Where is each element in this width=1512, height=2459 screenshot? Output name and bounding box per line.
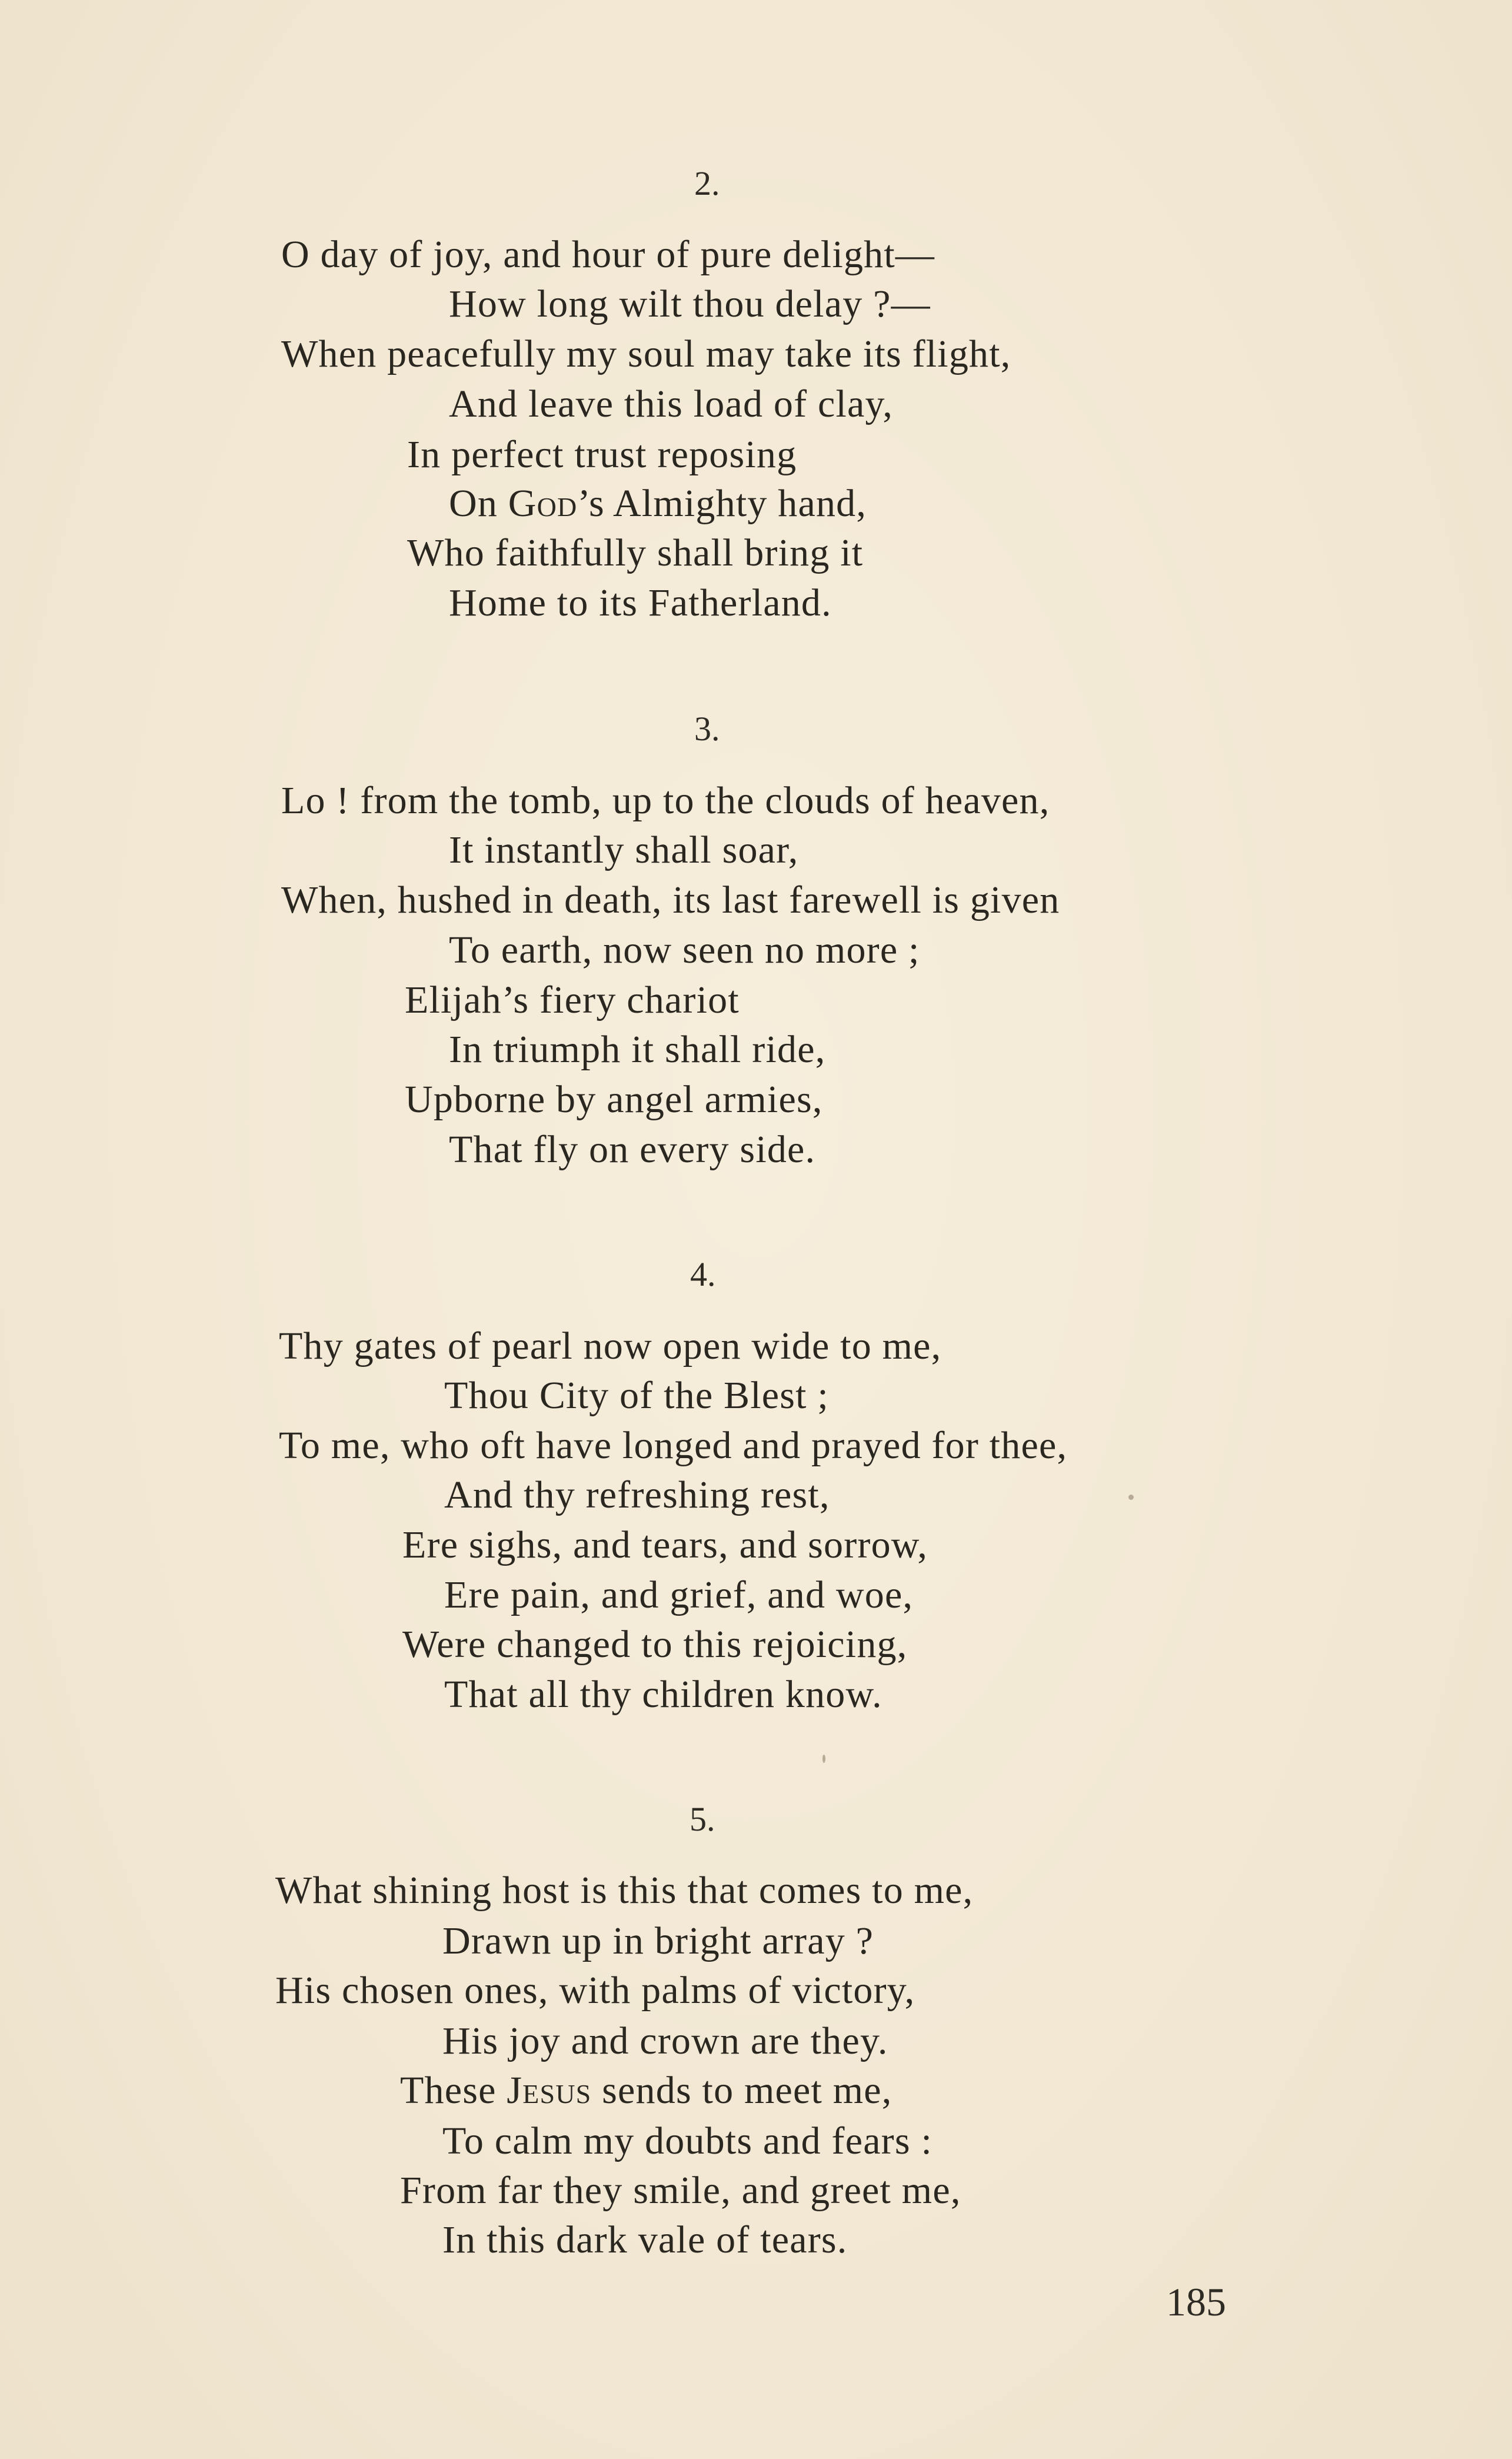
verse-line: What shining host is this that comes to me, <box>275 1869 974 1912</box>
stanza-number: 2. <box>694 164 720 202</box>
verse-line: When, hushed in death, its last farewell is given <box>281 879 1060 921</box>
verse-line: To me, who oft have longed and prayed for thee, <box>279 1424 1068 1467</box>
verse-line: To earth, now seen no more ; <box>449 929 920 971</box>
verse-line: Home to its Fatherland. <box>449 581 832 624</box>
paper-speck <box>822 1755 825 1763</box>
verse-line: When peacefully my soul may take its flight, <box>281 332 1011 375</box>
paper-speck <box>1128 1495 1134 1500</box>
verse-line: His chosen ones, with palms of victory, <box>275 1969 915 2012</box>
verse-line: That all thy children know. <box>444 1673 882 1716</box>
verse-line: Were changed to this rejoicing, <box>402 1623 908 1666</box>
verse-line: From far they smile, and greet me, <box>400 2169 961 2212</box>
stanza-number: 4. <box>690 1255 716 1293</box>
verse-line: These Jesus sends to meet me, <box>400 2069 892 2112</box>
verse-line: It instantly shall soar, <box>449 828 799 871</box>
verse-line: In triumph it shall ride, <box>449 1028 826 1071</box>
verse-line: And thy refreshing rest, <box>444 1473 830 1516</box>
verse-line: Thy gates of pearl now open wide to me, <box>279 1325 942 1367</box>
verse-line: Lo ! from the tomb, up to the clouds of heaven, <box>281 779 1050 822</box>
verse-line: Who faithfully shall bring it <box>407 531 864 574</box>
verse-line: How long wilt thou delay ?— <box>449 282 931 325</box>
verse-line: And leave this load of clay, <box>449 382 894 425</box>
stanza-number: 3. <box>694 710 720 748</box>
verse-line: O day of joy, and hour of pure delight— <box>281 233 935 276</box>
verse-line: Upborne by angel armies, <box>405 1078 823 1121</box>
stanza-number: 5. <box>690 1800 715 1838</box>
verse-line: His joy and crown are they. <box>442 2019 888 2062</box>
verse-line: Ere sighs, and tears, and sorrow, <box>402 1523 928 1566</box>
verse-line: In perfect trust reposing <box>407 433 797 476</box>
page-number: 185 <box>1166 2280 1226 2324</box>
verse-line: Drawn up in bright array ? <box>442 1919 874 1962</box>
verse-line: On God’s Almighty hand, <box>449 482 867 525</box>
verse-line: That fly on every side. <box>449 1128 816 1171</box>
verse-line: Thou City of the Blest ; <box>444 1374 829 1417</box>
verse-line: Ere pain, and grief, and woe, <box>444 1573 914 1616</box>
verse-line: To calm my doubts and fears : <box>442 2119 932 2162</box>
verse-line: In this dark vale of tears. <box>442 2218 848 2261</box>
verse-line: Elijah’s fiery chariot <box>405 979 740 1021</box>
